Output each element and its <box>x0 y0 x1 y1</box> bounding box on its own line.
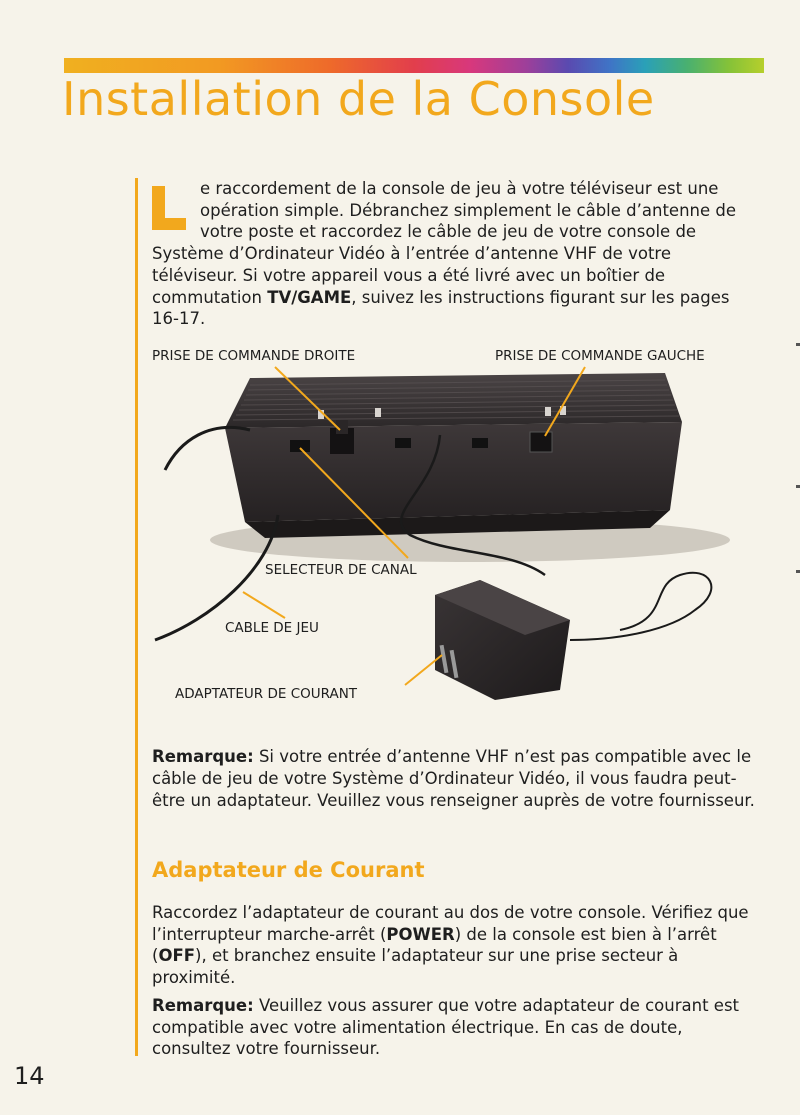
left-controller-jack <box>530 432 552 452</box>
adapter-cord <box>570 573 711 640</box>
page-number: 14 <box>14 1062 45 1090</box>
edge-mark <box>796 485 800 488</box>
para2-text-2: ) de la console est bien à l’arrêt ( <box>152 924 717 965</box>
label-channel-selector: SELECTEUR DE CANAL <box>265 562 417 578</box>
page-title: Installation de la Console <box>62 72 655 126</box>
channel-switch-slot <box>290 440 310 452</box>
label-game-cable: CABLE DE JEU <box>225 620 319 636</box>
jack-slot-3 <box>472 438 488 448</box>
console-illustration <box>150 340 770 720</box>
jack-slot-2 <box>395 438 411 448</box>
margin-rule <box>135 178 138 1056</box>
label-left-controller-jack: PRISE DE COMMANDE GAUCHE <box>495 348 705 364</box>
note1-text: Si votre entrée d’antenne VHF n’est pas compatible avec le câble de jeu de votre Système d’Ordinateur Vidéo, il vous faudra peut-être un adaptateur. Veuillez vous renseigner auprès de votre fournisseur. <box>152 747 755 810</box>
adapter-instructions <box>152 902 764 988</box>
note1-label: Remarque: <box>152 747 254 766</box>
console-front <box>225 422 682 522</box>
para2-text-3: ), et branchez ensuite l’adaptateur sur une prise secteur à proximité. <box>152 946 679 987</box>
intro-bold-term: TV/GAME <box>267 287 352 307</box>
para2-text-1: Raccordez l’adaptateur de courant au dos de votre console. Vérifiez que l’interrupteur marche-arrêt ( <box>152 903 749 944</box>
intro-paragraph <box>152 178 760 330</box>
note2-text: Veuillez vous assurer que votre adaptateur de courant est compatible avec votre alimentation électrique. En cas de doute, consultez votre fournisseur. <box>152 996 740 1058</box>
note2-label: Remarque: <box>152 996 254 1015</box>
intro-text-2: , suivez les instructions figurant sur les pages 16-17. <box>152 287 730 329</box>
intro-text-1: e raccordement de la console de jeu à votre téléviseur est une opération simple. Débranchez simplement le câble d’antenne de votre poste et raccordez le câble de jeu de votre console de Système d’Ordinateur Vidéo à l’entrée d’antenne VHF de votre téléviseur. Si votre appareil vous a été livré avec un boîtier de commutation <box>152 179 737 307</box>
label-right-controller-jack: PRISE DE COMMANDE DROITE <box>152 348 356 364</box>
section-heading: Adaptateur de Courant <box>152 858 425 882</box>
edge-mark <box>796 343 800 346</box>
drop-cap <box>152 186 186 230</box>
note-vhf-compat <box>152 746 764 812</box>
switch-2 <box>375 408 381 417</box>
edge-mark <box>796 570 800 573</box>
switch-3 <box>545 407 551 416</box>
console-figure <box>150 340 770 720</box>
label-power-adapter: ADAPTATEUR DE COURANT <box>175 686 358 702</box>
off-term: OFF <box>158 946 196 965</box>
rainbow-stripe <box>64 58 764 73</box>
note-power-compat <box>152 995 764 1060</box>
power-term: POWER <box>386 924 455 944</box>
